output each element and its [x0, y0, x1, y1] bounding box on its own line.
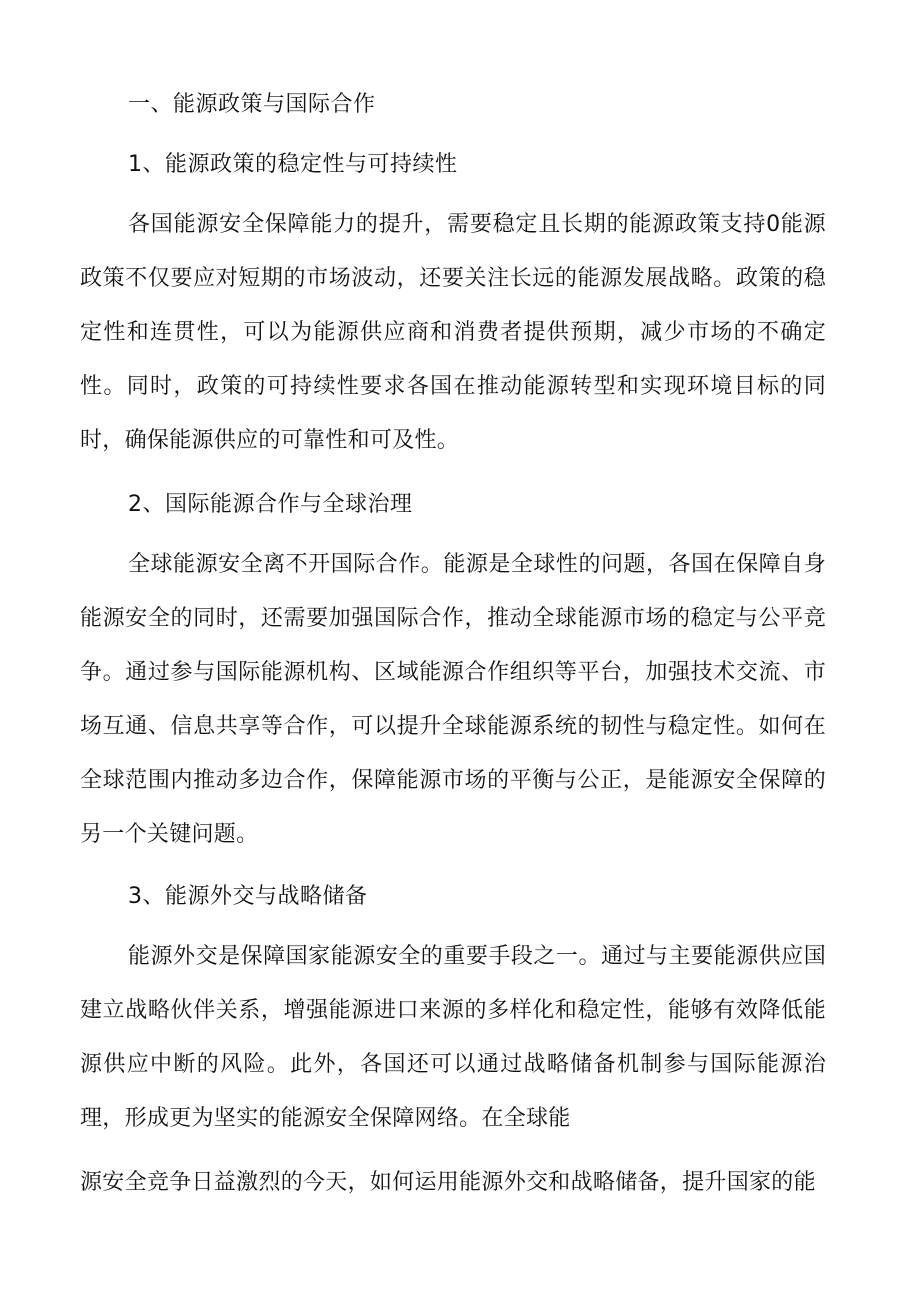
subsection-heading-2: 2、国际能源合作与全球治理	[128, 492, 413, 517]
subsection-heading-1: 1、能源政策的稳定性与可持续性	[128, 152, 458, 177]
section-heading: 一、能源政策与国际合作	[128, 92, 376, 117]
paragraph-3-continuation: 源安全竞争日益激烈的今天，如何运用能源外交和战略储备，提升国家的能	[80, 1170, 816, 1195]
paragraph-3: 能源外交是保障国家能源安全的重要手段之一。通过与主要能源供应国建立战略伙伴关系，增强能源进口来源的多样化和稳定性，能够有效降低能源供应中断的风险。此外，各国还可以通过战略储备机制参与国际能源治理，形成更为坚实的能源安全保障网络。在全球能	[80, 944, 826, 1131]
subsection-heading-3: 3、能源外交与战略储备	[128, 884, 368, 909]
paragraph-1: 各国能源安全保障能力的提升，需要稳定且长期的能源政策支持0能源政策不仅要应对短期的市场波动，还要关注长远的能源发展战略。政策的稳定性和连贯性，可以为能源供应商和消费者提供预期，减少市场的不确定性。同时，政策的可持续性要求各国在推动能源转型和实现环境目标的同时，确保能源供应的可靠性和可及性。	[80, 212, 826, 453]
paragraph-2: 全球能源安全离不开国际合作。能源是全球性的问题，各国在保障自身能源安全的同时，还需要加强国际合作，推动全球能源市场的稳定与公平竞争。通过参与国际能源机构、区域能源合作组织等平台，加强技术交流、市场互通、信息共享等合作，可以提升全球能源系统的韧性与稳定性。如何在全球范围内推动多边合作，保障能源市场的平衡与公正，是能源安全保障的另一个关键问题。	[80, 552, 826, 847]
